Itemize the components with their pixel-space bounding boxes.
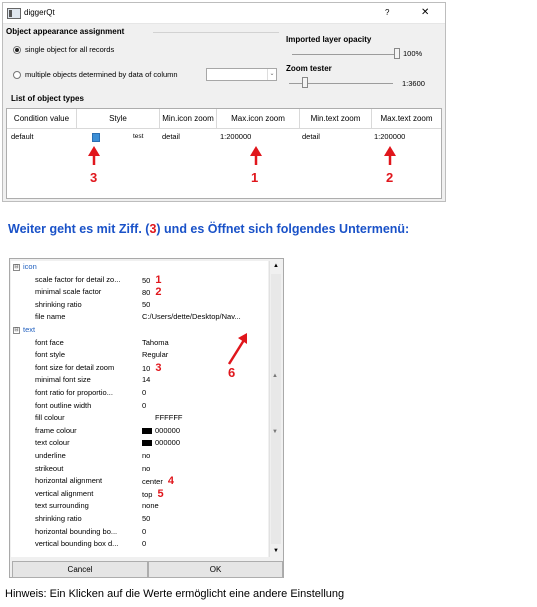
tree-property-label: vertical bounding box d... xyxy=(35,539,119,549)
opacity-group-title: Imported layer opacity xyxy=(286,35,372,44)
tree-category-label: text xyxy=(23,325,36,334)
chevron-down-icon: ⌄ xyxy=(267,69,276,80)
tree-property-value-text: 000000 xyxy=(155,425,181,435)
appearance-group-title: Object appearance assignment xyxy=(6,27,125,36)
object-types-title: List of object types xyxy=(11,94,84,103)
cell-max-icon-zoom[interactable]: 1:200000 xyxy=(220,132,252,141)
annotation-number: 2 xyxy=(155,286,162,299)
caption-after: ) und es Öffnet sich folgendes Untermenü: xyxy=(156,222,410,236)
tree-property-label: font style xyxy=(35,350,66,360)
caption-number: 3 xyxy=(149,222,157,236)
tree-property-label: minimal font size xyxy=(35,375,91,385)
zoom-group-title: Zoom tester xyxy=(286,64,332,73)
tree-property-label: scale factor for detail zo... xyxy=(35,274,121,284)
tree-property-value-text: no xyxy=(142,463,151,473)
tree-property-value-text: 50 xyxy=(142,299,151,309)
zoom-value: 1:3600 xyxy=(402,79,425,88)
tree-property-label: vertical alignment xyxy=(35,488,94,498)
tree-property-label: strikeout xyxy=(35,463,64,473)
help-button[interactable]: ? xyxy=(385,8,390,17)
tree-property-value-text: 50 xyxy=(142,275,151,285)
tree-property-label: horizontal alignment xyxy=(35,476,103,486)
header-min-text-zoom[interactable]: Min.text zoom xyxy=(300,109,372,129)
cell-style-text[interactable]: test xyxy=(133,133,144,140)
tree-property-value-text: 50 xyxy=(142,514,151,523)
tree-property-label: shrinking ratio xyxy=(35,514,82,523)
window-title: diggerQt xyxy=(24,8,55,17)
cell-max-text-zoom[interactable]: 1:200000 xyxy=(374,132,406,141)
inner-scroll-down-icon: ▼ xyxy=(272,429,278,435)
tree-property-label: underline xyxy=(35,451,66,460)
cell-min-icon-zoom[interactable]: detail xyxy=(162,132,180,141)
header-style[interactable]: Style xyxy=(77,109,160,129)
tree-property-value-text: 0 xyxy=(142,400,147,410)
header-max-icon-zoom[interactable]: Max.icon zoom xyxy=(217,109,300,129)
tree-property-label: font face xyxy=(35,337,64,347)
radio-single-label: single object for all records xyxy=(25,45,115,54)
annotation-number-1: 1 xyxy=(251,170,259,185)
scroll-up-icon[interactable]: ▲ xyxy=(270,261,282,272)
tree-property-value-text: Tahoma xyxy=(142,337,169,347)
tree-property-label: minimal scale factor xyxy=(35,287,102,297)
tree-property-value-text: 14 xyxy=(142,375,151,385)
inner-scroll-up-icon: ▲ xyxy=(272,373,278,379)
tree-property-value-text: none xyxy=(142,501,159,511)
expander-minus-icon[interactable]: ⊟ xyxy=(14,264,19,270)
tree-property-label: file name xyxy=(35,312,66,322)
tree-category-label: icon xyxy=(23,262,37,271)
header-min-icon-zoom[interactable]: Min.icon zoom xyxy=(160,109,217,129)
cell-min-text-zoom[interactable]: detail xyxy=(302,132,320,141)
tree-property-label: text colour xyxy=(35,438,70,448)
annotation-number: 4 xyxy=(167,475,174,488)
tree-property-label: font ratio for proportio... xyxy=(35,388,113,397)
annotation-number: 1 xyxy=(155,273,162,286)
header-condition-value[interactable]: Condition value xyxy=(7,109,77,129)
annotation-number: 5 xyxy=(157,487,164,500)
tree-property-label: frame colour xyxy=(35,425,77,435)
caption-before: Weiter geht es mit Ziff. ( xyxy=(8,222,150,236)
tree-property-label: shrinking ratio xyxy=(35,299,82,309)
ok-button[interactable]: OK xyxy=(148,561,283,578)
tree-property-value-text: no xyxy=(142,451,151,460)
radio-multiple-label: multiple objects determined by data of column xyxy=(25,70,178,79)
tree-property-value-text: 80 xyxy=(142,288,151,298)
tree-property-value-text: 0 xyxy=(142,388,147,397)
tree-property-value-text: Regular xyxy=(142,350,169,360)
tree-property-value-text: 000000 xyxy=(155,438,181,448)
annotation-number: 3 xyxy=(155,361,162,374)
tree-property-value-text: center xyxy=(142,477,163,487)
annotation-number-6: 6 xyxy=(228,365,236,380)
tree-property-label: font size for detail zoom xyxy=(35,362,115,372)
tree-property-label: text surrounding xyxy=(35,501,89,511)
cell-condition[interactable]: default xyxy=(11,132,34,141)
tree-property-value-text: 0 xyxy=(142,526,147,536)
annotation-number-2: 2 xyxy=(386,170,394,185)
header-max-text-zoom[interactable]: Max.text zoom xyxy=(372,109,441,129)
tree-property-value-text: FFFFFF xyxy=(155,413,183,423)
expander-minus-icon[interactable]: ⊟ xyxy=(14,327,19,333)
opacity-value: 100% xyxy=(403,49,423,58)
close-icon[interactable]: ✕ xyxy=(421,7,430,18)
tree-property-label: horizontal bounding bo... xyxy=(35,526,118,536)
tree-property-value-text: top xyxy=(142,489,153,499)
tree-property-value-text: C:/Users/dette/Desktop/Nav... xyxy=(142,312,241,322)
tree-property-value-text: 10 xyxy=(142,363,151,373)
cancel-button[interactable]: Cancel xyxy=(12,561,148,578)
scroll-down-icon[interactable]: ▼ xyxy=(270,546,282,557)
annotation-number-3: 3 xyxy=(90,170,98,185)
tree-property-label: font outline width xyxy=(35,400,92,410)
tree-property-label: fill colour xyxy=(35,413,65,423)
tree-property-value-text: 0 xyxy=(142,539,147,549)
hint-text: Hinweis: Ein Klicken auf die Werte ermöglicht eine andere Einstellung xyxy=(5,588,345,600)
